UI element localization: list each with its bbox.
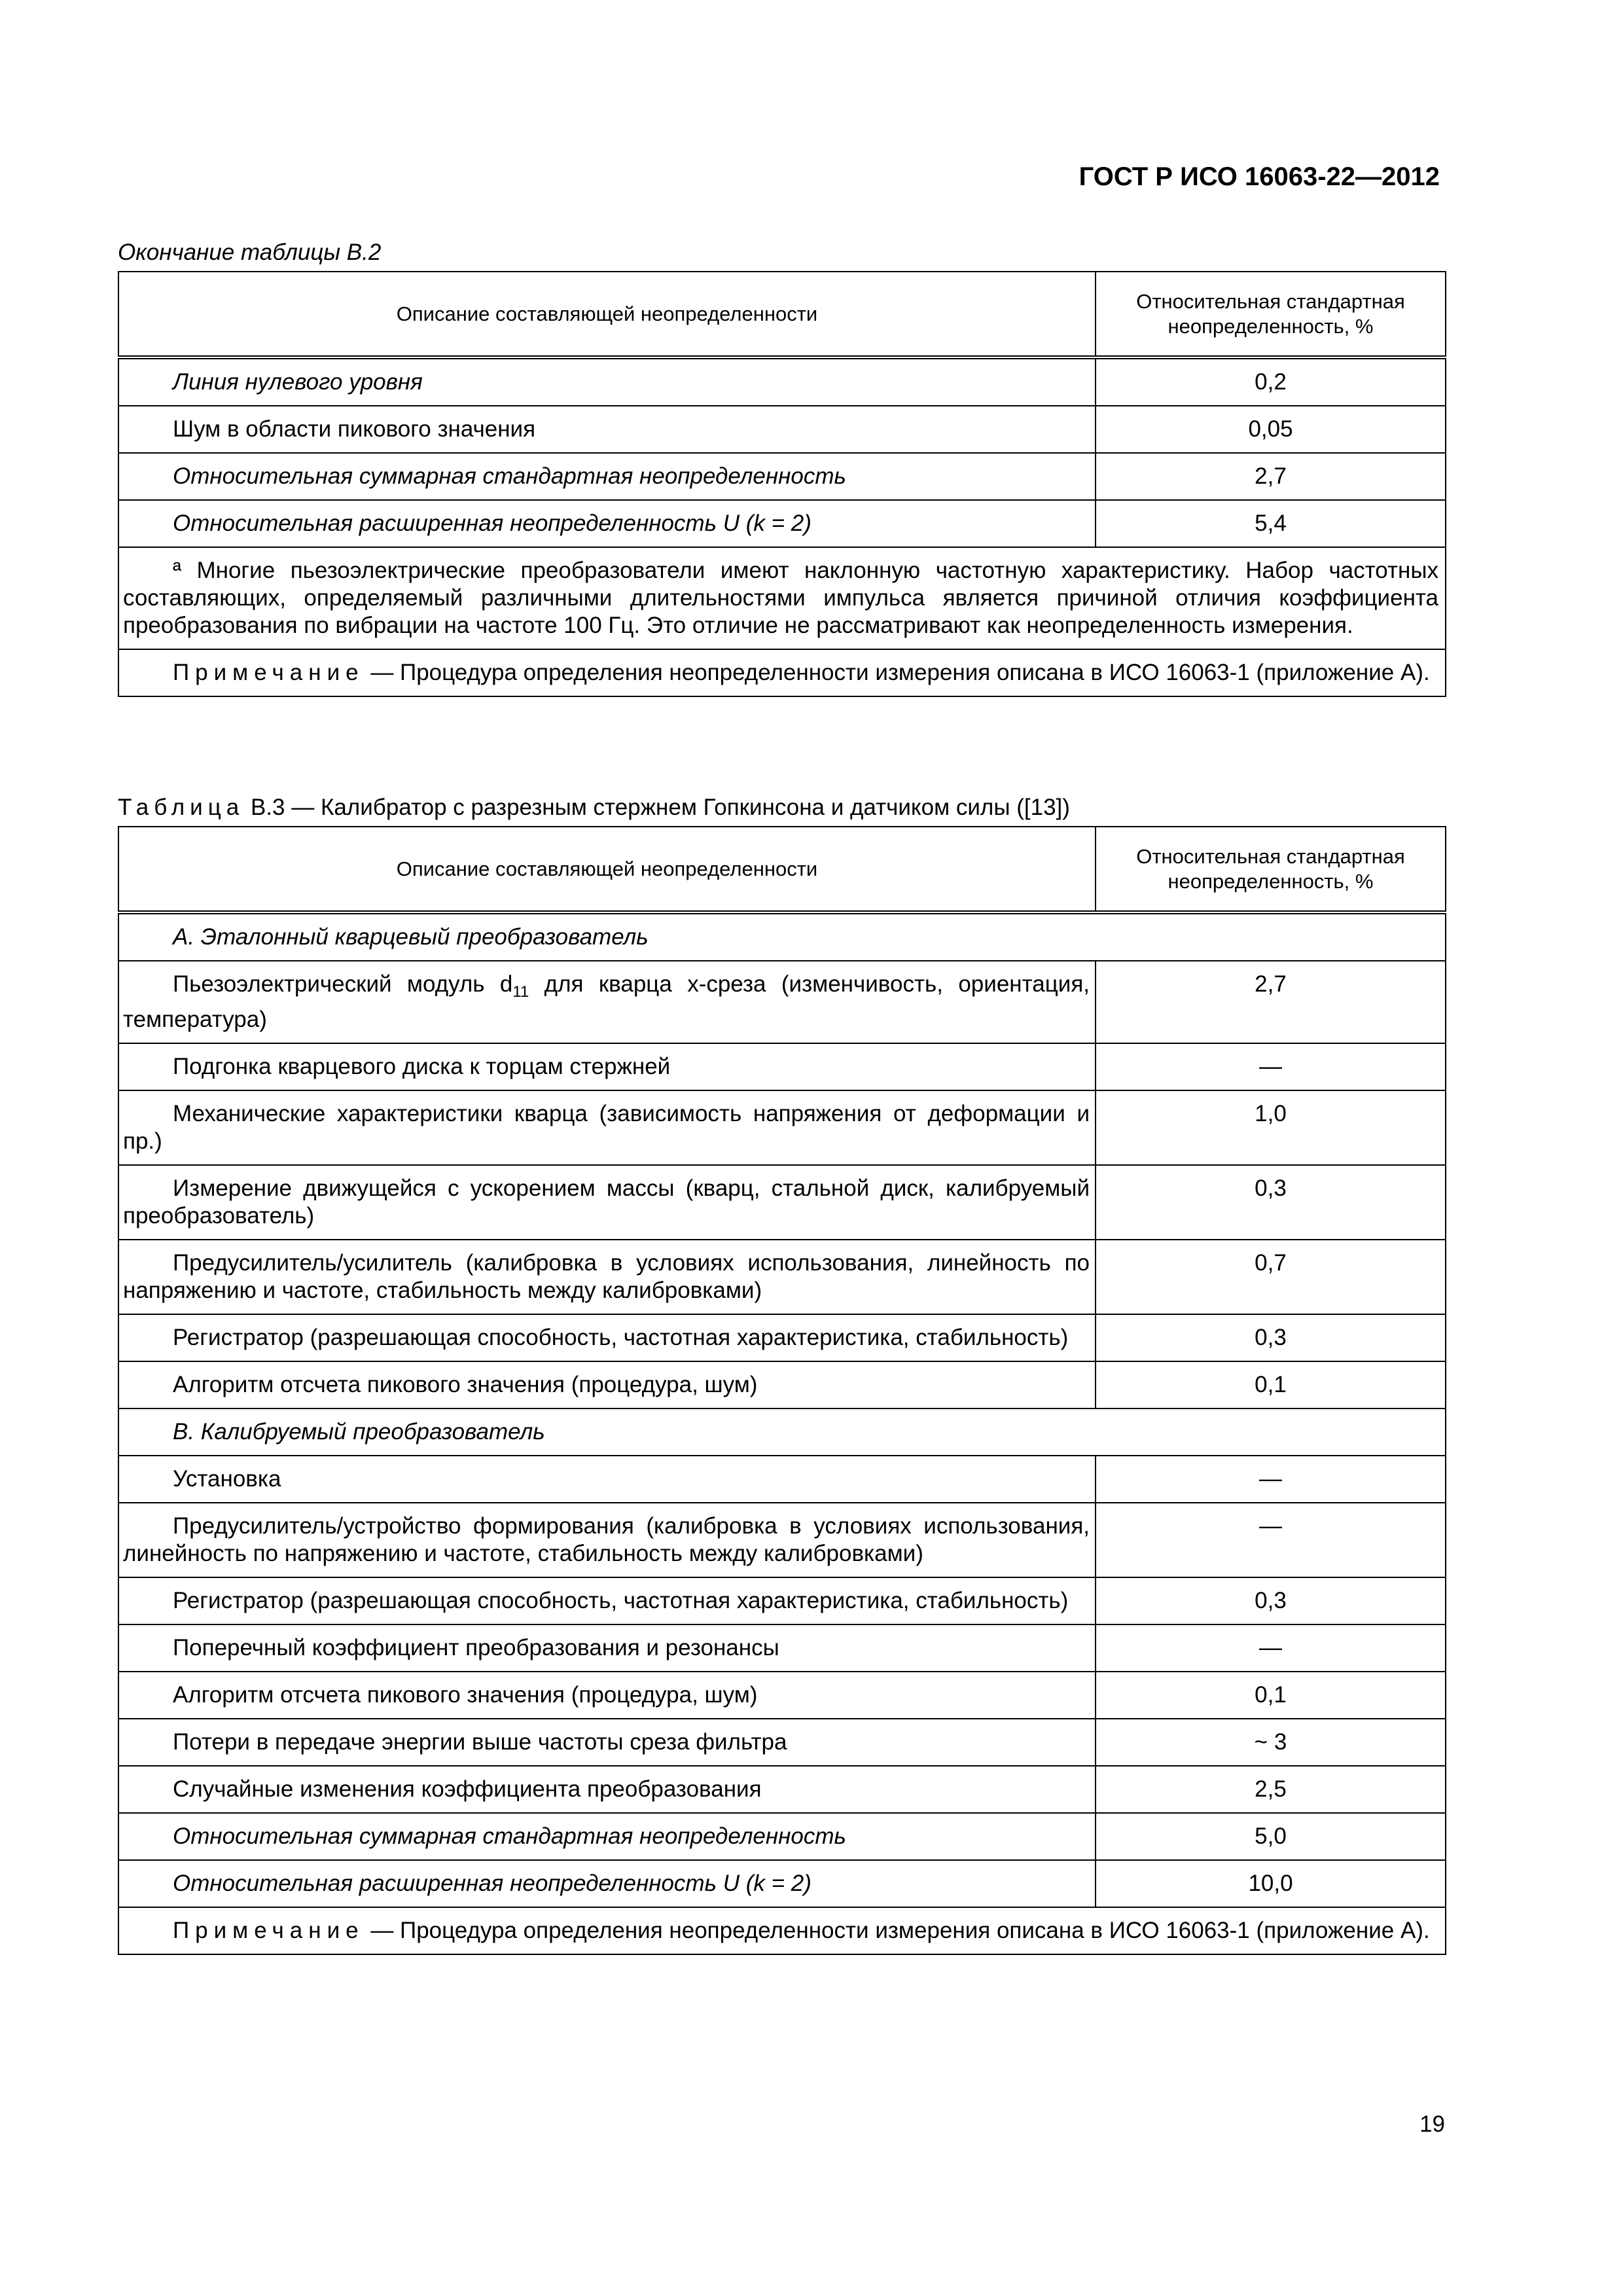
row-desc: Относительная суммарная стандартная неопределенность (173, 463, 846, 489)
section-b-title: В. Калибруемый преобразователь (173, 1419, 545, 1444)
note-label: Примечание (173, 1918, 365, 1943)
row-value: 0,3 (1096, 1165, 1446, 1240)
table1-col-value: Относительная стандартная неопределенность, % (1096, 272, 1446, 357)
table2-note (123, 1917, 1438, 1945)
table-row (118, 961, 1446, 1043)
table-b3 (118, 826, 1446, 1955)
row-value: 5,4 (1096, 500, 1446, 547)
row-desc: Предусилитель/усилитель (калибровка в условиях использования, линейность по напряжению и частоте, стабильность между калибровками) (123, 1250, 1090, 1303)
note-text: — Процедура определения неопределенности измерения описана в ИСО 16063-1 (приложение А). (364, 1918, 1430, 1943)
table-row (118, 1456, 1446, 1503)
piezo-text: Пьезоэлектрический модуль d (173, 971, 513, 997)
row-value: 2,5 (1096, 1766, 1446, 1813)
row-value: ~ 3 (1096, 1719, 1446, 1766)
row-value: 1,0 (1096, 1090, 1446, 1165)
table-row (118, 1624, 1446, 1672)
section-row (118, 1408, 1446, 1456)
table1-caption: Окончание таблицы В.2 (118, 240, 382, 265)
table-row (118, 406, 1446, 453)
row-value: — (1096, 1624, 1446, 1672)
table-row (118, 1719, 1446, 1766)
table1-footnote: ª Многие пьезоэлектрические преобразователи имеют наклонную частотную характеристику. Набор частотных составляющих, определяемый различными длительностями импульса является причиной отличия коэффициента преобразования по вибрации на частоте 100 Гц. Это отличие не рассматривают как неопределенность измерения. (123, 558, 1438, 638)
table2-caption (118, 795, 1070, 821)
row-desc: Измерение движущейся с ускорением массы (кварц, стальной диск, калибруемый преобразователь) (123, 1175, 1090, 1229)
row-value: 2,7 (1096, 453, 1446, 500)
row-desc: Установка (173, 1466, 281, 1492)
document-number: ГОСТ Р ИСО 16063-22—2012 (1079, 162, 1440, 191)
table1-note-row (118, 649, 1446, 696)
table-row (118, 1043, 1446, 1090)
row-desc: Случайные изменения коэффициента преобразования (173, 1776, 762, 1802)
row-value: 0,7 (1096, 1240, 1446, 1314)
row-desc: Алгоритм отсчета пикового значения (процедура, шум) (173, 1682, 758, 1708)
table-row (118, 1860, 1446, 1907)
row-value: 0,2 (1096, 357, 1446, 406)
row-desc: Шум в области пикового значения (173, 416, 536, 442)
table-row (118, 1672, 1446, 1719)
row-desc: Регистратор (разрешающая способность, частотная характеристика, стабильность) (173, 1325, 1069, 1350)
row-value: 10,0 (1096, 1860, 1446, 1907)
table2-col-value: Относительная стандартная неопределенность, % (1096, 827, 1446, 912)
table2-caption-text: В.3 — Калибратор с разрезным стержнем Гопкинсона и датчиком силы ([13]) (244, 795, 1070, 820)
table1-footnote-row (118, 547, 1446, 649)
table1-note (123, 659, 1438, 687)
row-desc: Регистратор (разрешающая способность, частотная характеристика, стабильность) (173, 1588, 1069, 1613)
piezo-subscript: 11 (512, 983, 529, 1001)
table-row (118, 357, 1446, 406)
row-desc: Потери в передаче энергии выше частоты среза фильтра (173, 1729, 787, 1755)
table-row (118, 500, 1446, 547)
section-a-title: А. Эталонный кварцевый преобразователь (173, 924, 649, 950)
row-desc: Линия нулевого уровня (173, 369, 423, 395)
row-value: — (1096, 1043, 1446, 1090)
page-number: 19 (1419, 2111, 1445, 2137)
table-row (118, 1240, 1446, 1314)
row-desc (123, 971, 1090, 1033)
row-desc: Относительная суммарная стандартная неопределенность (173, 1823, 846, 1849)
row-value: 0,1 (1096, 1361, 1446, 1408)
table-row (118, 1165, 1446, 1240)
table2-note-row (118, 1907, 1446, 1954)
row-value: 0,1 (1096, 1672, 1446, 1719)
row-desc: Подгонка кварцевого диска к торцам стержней (173, 1054, 671, 1079)
table-row (118, 1503, 1446, 1577)
row-value: 5,0 (1096, 1813, 1446, 1860)
row-value: — (1096, 1456, 1446, 1503)
table-b2-end (118, 271, 1446, 697)
table2-caption-word: Таблица (118, 795, 245, 820)
table-row (118, 1090, 1446, 1165)
table2-header-row (118, 827, 1446, 912)
piezo-text-rest: для кварца x-среза (изменчивость, ориентация, температура) (123, 971, 1090, 1032)
table1-header-row (118, 272, 1446, 357)
row-desc: Относительная расширенная неопределенность U (k = 2) (173, 1871, 812, 1896)
row-desc: Относительная расширенная неопределенность U (k = 2) (173, 511, 812, 536)
note-text: — Процедура определения неопределенности измерения описана в ИСО 16063-1 (приложение А). (364, 660, 1430, 685)
table-row (118, 1766, 1446, 1813)
row-value: 0,3 (1096, 1314, 1446, 1361)
row-desc: Поперечный коэффициент преобразования и резонансы (173, 1635, 779, 1660)
row-desc: Предусилитель/устройство формирования (калибровка в условиях использования, линейность по напряжению и частоте, стабильность между калибровками) (123, 1513, 1090, 1566)
table2-col-desc: Описание составляющей неопределенности (118, 827, 1096, 912)
row-desc: Механические характеристики кварца (зависимость напряжения от деформации и пр.) (123, 1101, 1090, 1154)
row-value: 2,7 (1096, 961, 1446, 1043)
table-row (118, 453, 1446, 500)
table1-col-desc: Описание составляющей неопределенности (118, 272, 1096, 357)
table-row (118, 1361, 1446, 1408)
note-label: Примечание (173, 660, 365, 685)
table-row (118, 1813, 1446, 1860)
table-row (118, 1314, 1446, 1361)
row-value: 0,05 (1096, 406, 1446, 453)
table-row (118, 1577, 1446, 1624)
row-value: 0,3 (1096, 1577, 1446, 1624)
row-desc: Алгоритм отсчета пикового значения (процедура, шум) (173, 1372, 758, 1397)
row-value: — (1096, 1503, 1446, 1577)
section-row (118, 912, 1446, 961)
